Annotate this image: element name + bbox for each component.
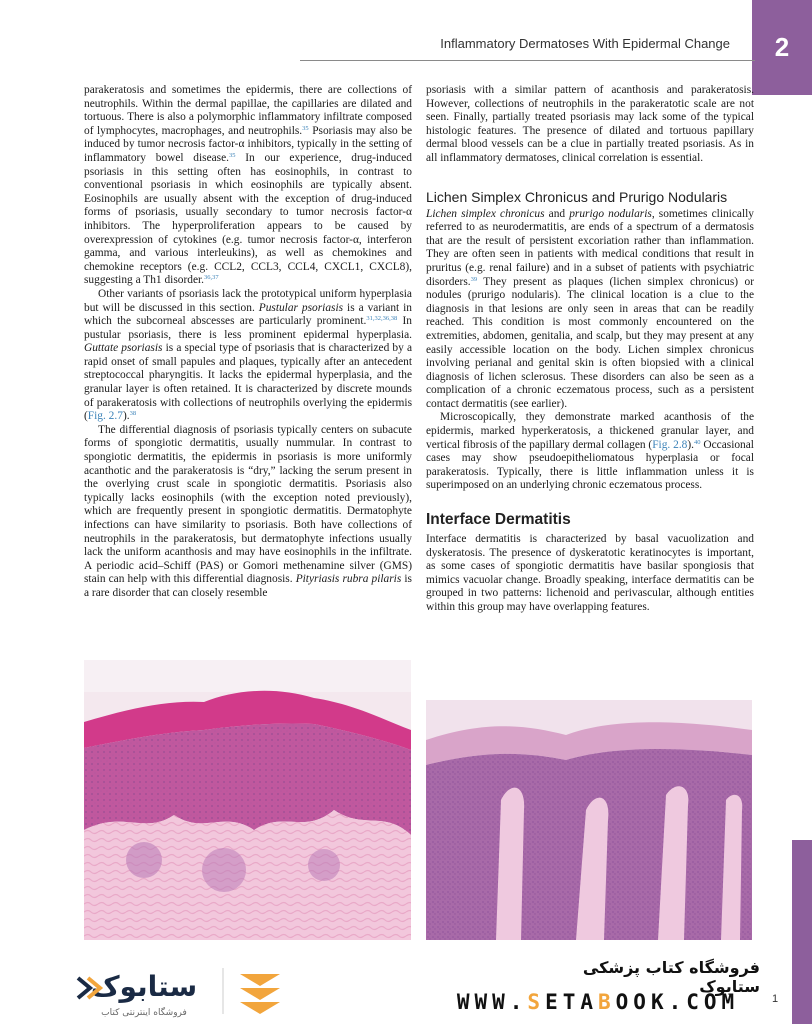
text-run: ).	[687, 438, 695, 451]
text-run: Lichen simplex chronicus	[426, 207, 545, 220]
text-run: In pustular psoriasis, there is less prominent epidermal hyperplasia.	[84, 315, 412, 341]
section-heading-interface: Interface Dermatitis	[426, 511, 571, 529]
text-run: is a variant in which the subcorneal abscesses are particularly prominent.	[84, 301, 412, 328]
text-run: ).	[122, 410, 130, 423]
page-number: 1	[772, 993, 779, 1005]
figure-2-7-micrograph	[84, 660, 411, 940]
right-paragraph-1	[426, 84, 754, 166]
header-rule	[300, 60, 755, 61]
running-head: Inflammatory Dermatoses With Epidermal Change	[440, 36, 730, 51]
text-run: , sometimes clinically referred to as neurodermatitis, are ends of a spectrum of a dermatosis that are the result of persistent excoriation rather than inflammation. They are often seen in patients with medical conditions that result in pruritus (e.g. renal failure) and in a subset of patients with psychiatric disorders.	[426, 207, 754, 288]
side-accent-strip	[792, 840, 812, 1024]
text-run: Psoriasis may also be induced by tumor necrosis factor-α inhibitors, typically in the setting of inflammatory bowel disease.	[84, 124, 412, 164]
text-run: psoriasis with a similar pattern of acanthosis and parakeratosis. However, collections of neutrophils in the parakeratotic scale are not seen. Finally, partially treated psoriasis may lack some of the typical histologic features. The presence of dilated and tortuous papillary dermal blood vessels can be a clue in partially treated psoriasis. As in all inflammatory dermatoses, clinical correlation is essential.	[426, 84, 754, 164]
citation-superscript: 31,32,36,38	[366, 315, 398, 323]
left-paragraph-2	[84, 288, 412, 424]
text-run: and	[544, 207, 570, 220]
text-run: prurigo nodularis	[569, 207, 652, 220]
text-run: is a rare disorder that can closely resemble	[84, 573, 412, 599]
left-column	[84, 84, 412, 601]
text-run: Interface dermatitis is characterized by basal vacuolization and dyskeratosis. The presence of dyskeratotic keratinocytes is important, as some cases of spongiotic dermatitis have basilar spongiosis that mimics vacuolar change. Broadly speaking, interface dermatitis can be grouped in two patterns: lichenoid and perivascular, although entities within this group may have overlapping features.	[426, 533, 754, 613]
text-run: Guttate psoriasis	[84, 342, 163, 355]
right-paragraph-2	[426, 208, 754, 412]
citation-superscript: 36,37	[204, 274, 219, 282]
chapter-tab	[752, 0, 812, 95]
logo-caption: فروشگاه اینترنتی کتاب	[101, 1008, 187, 1018]
text-run: Pityriasis rubra pilaris	[295, 573, 402, 586]
citation-superscript: 35	[229, 151, 236, 159]
left-paragraph-1	[84, 84, 412, 288]
text-run: Pustular psoriasis	[258, 301, 344, 314]
store-url[interactable]: WWW.SETABOOK.COM	[456, 990, 740, 1014]
citation-superscript: 35	[302, 124, 309, 132]
chapter-number: 2	[774, 32, 790, 62]
right-column	[426, 84, 754, 615]
text-run: They present as plaques (lichen simplex chronicus) or nodules (prurigo nodularis). The clinical location is a clue to the diagnosis in that lesions are only seen in areas that can be readily reached. This condition is most commonly encountered on the extremities, abdomen, genitalia, and scalp, but they may present at any easily accessible location on the body. Lichen simplex chronicus involving perianal and genital skin is often biopsied with a clinical diagnosis of lichen sclerosus. These disorders can also be seen as a complication of a chronic eczematous process, such as a persistent contact dermatitis (see earlier).	[426, 275, 754, 410]
text-run: parakeratosis and sometimes the epidermis, there are collections of neutrophils. Within the dermal papillae, the capillaries are dilated and tortuous. There is also a polymorphic inflammatory infiltrate composed of lymphocytes, macrophages, and neutrophils.	[84, 84, 412, 137]
text-run: Microscopically, they demonstrate marked acanthosis of the epidermis, marked hyperkeratosis, a thickened granular layer, and vertical fibrosis of the papillary dermal collagen (	[426, 411, 754, 451]
right-paragraph-4	[426, 533, 754, 615]
left-paragraph-3	[84, 424, 412, 601]
logo-chevron-icon	[240, 974, 280, 1014]
text-run: The differential diagnosis of psoriasis typically centers on subacute forms of spongiotic dermatitis, usually nummular. In contrast to spongiotic dermatitis, the epidermis in psoriasis is more uniformly acanthotic and the parakeratosis is “dry,” lacking the serum present in the overlying crust scale in spongiotic dermatitis. Psoriasis also typically lacks eosinophils (with the exception noted previously), which are frequently present in spongiotic dermatitis. Dermatophyte infections can have similarity to psoriasis. Both have collections of neutrophils in the parakeratosis, but dermatophyte infections usually lack the uniform acanthosis and may have eosinophils in the infiltrate. A periodic acid–Schiff (PAS) or Gomori methenamine silver (GMS) stain can help with this differential diagnosis.	[84, 423, 412, 586]
figure-2-8-micrograph	[426, 700, 752, 940]
figure-reference[interactable]: Fig. 2.7	[87, 410, 123, 423]
citation-superscript: 38	[129, 410, 137, 418]
logo-wordmark: ستابوک	[90, 970, 198, 1003]
text-run: Other variants of psoriasis lack the prototypical uniform hyperplasia but will be discussed in this section.	[84, 287, 412, 314]
text-run: In our experience, drug-induced psoriasis in this setting often has eosinophils, in contrast to conventional psoriasis in which eosinophils are typically absent. Eosinophils are usually absent with the exception of drug-induced forms of psoriasis, usually secondary to tumor necrosis factor-α inhibitors. The hyperproliferation appears to be caused by overexpression of cytokines (e.g. tumor necrosis factor-α, interferon gamma, and various interleukins), as well as chemokines and chemokine receptors (e.g. CCL2, CCL3, CCL4, CXCL1, CXCL8), suggesting a Th1 disorder.	[84, 151, 412, 287]
right-paragraph-3	[426, 411, 754, 493]
citation-superscript: 40	[694, 438, 701, 446]
store-logo[interactable]	[70, 960, 320, 1022]
store-name: فروشگاه کتاب پزشکی ستابوک	[582, 958, 760, 996]
citation-superscript: 39	[470, 275, 478, 283]
text-run: is a special type of psoriasis that is characterized by a rapid onset of small papules and plaques, typically after an antecedent streptococcal pharyngitis. It lacks the epidermal hyperplasia, and the granular layer is often retained. It is characterized by discrete mounds of parakeratosis with collections of neutrophils overlying the epidermis (	[84, 342, 412, 423]
figure-reference[interactable]: Fig. 2.8	[652, 438, 688, 451]
section-heading-lichen: Lichen Simplex Chronicus and Prurigo Nodularis	[426, 188, 728, 205]
text-run: Occasional cases may show pseudoepitheliomatous hyperplasia or focal parakeratosis. Typically, there is little inflammation unless it is superimposed on an underlying chronic eczematous process.	[426, 438, 754, 492]
